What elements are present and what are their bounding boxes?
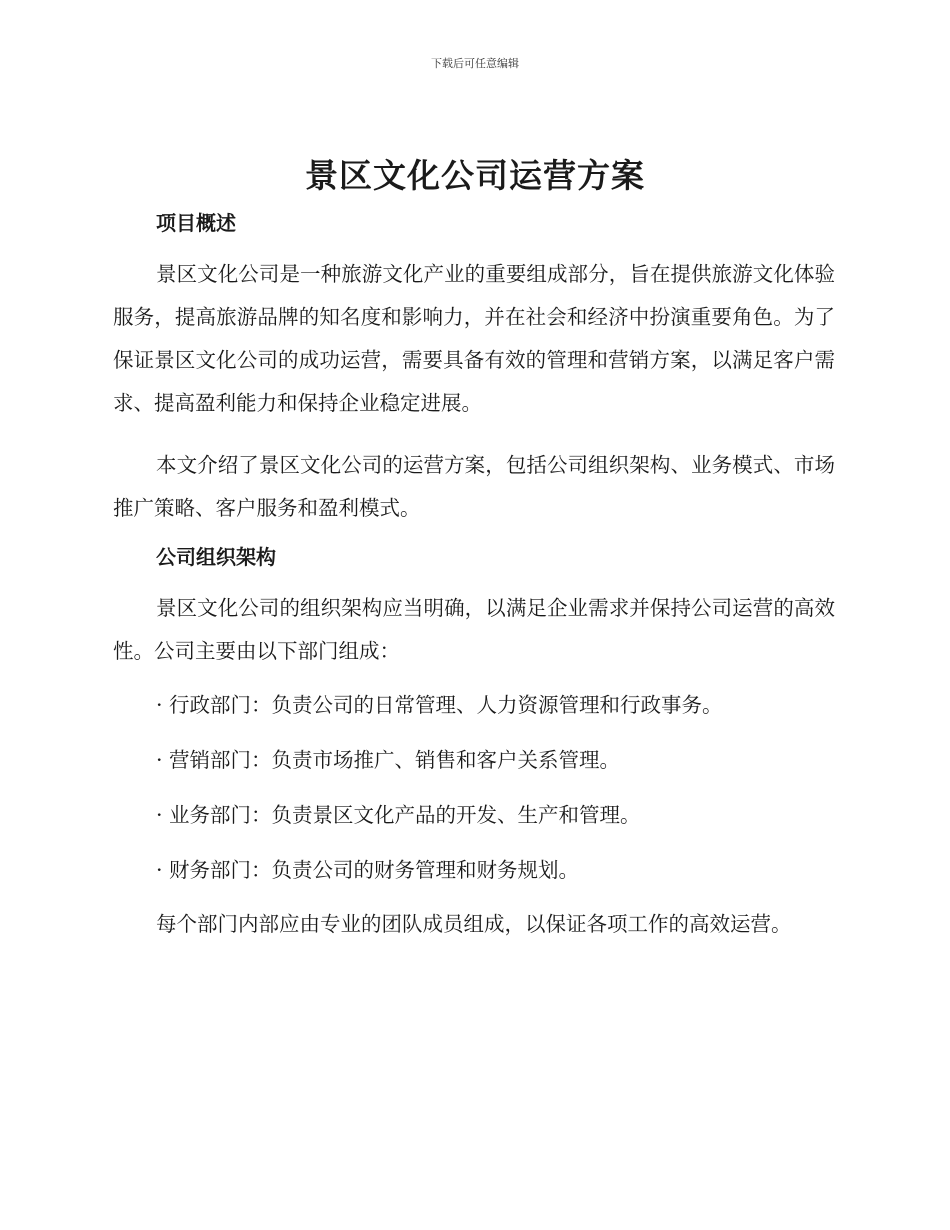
- organization-intro: 景区文化公司的组织架构应当明确，以满足企业需求并保持公司运营的高效性。公司主要由以下部门组成：: [113, 596, 835, 663]
- organization-closing: 每个部门内部应由专业的团队成员组成，以保证各项工作的高效运营。: [156, 912, 792, 936]
- overview-paragraph-2: 本文介绍了景区文化公司的运营方案，包括公司组织架构、业务模式、市场推广策略、客户服务和盈利模式。: [113, 453, 835, 520]
- overview-paragraph-1: 景区文化公司是一种旅游文化产业的重要组成部分，旨在提供旅游文化体验服务，提高旅游品牌的知名度和影响力，并在社会和经济中扮演重要角色。为了保证景区文化公司的成功运营，需要具备有效的管理和营销方案，以满足客户需求、提高盈利能力和保持企业稳定进展。: [113, 262, 835, 415]
- bullet-admin-dept: · 行政部门：负责公司的日常管理、人力资源管理和行政事务。: [156, 693, 723, 717]
- section-heading-overview: 项目概述: [156, 211, 236, 235]
- bullet-business-dept: · 业务部门：负责景区文化产品的开发、生产和管理。: [156, 803, 641, 827]
- header-note: 下载后可任意编辑: [431, 57, 519, 70]
- section-heading-organization: 公司组织架构: [156, 545, 276, 569]
- document-title: 景区文化公司运营方案: [305, 156, 645, 195]
- bullet-finance-dept: · 财务部门：负责公司的财务管理和财务规划。: [156, 858, 580, 882]
- bullet-marketing-dept: · 营销部门：负责市场推广、销售和客户关系管理。: [156, 748, 621, 772]
